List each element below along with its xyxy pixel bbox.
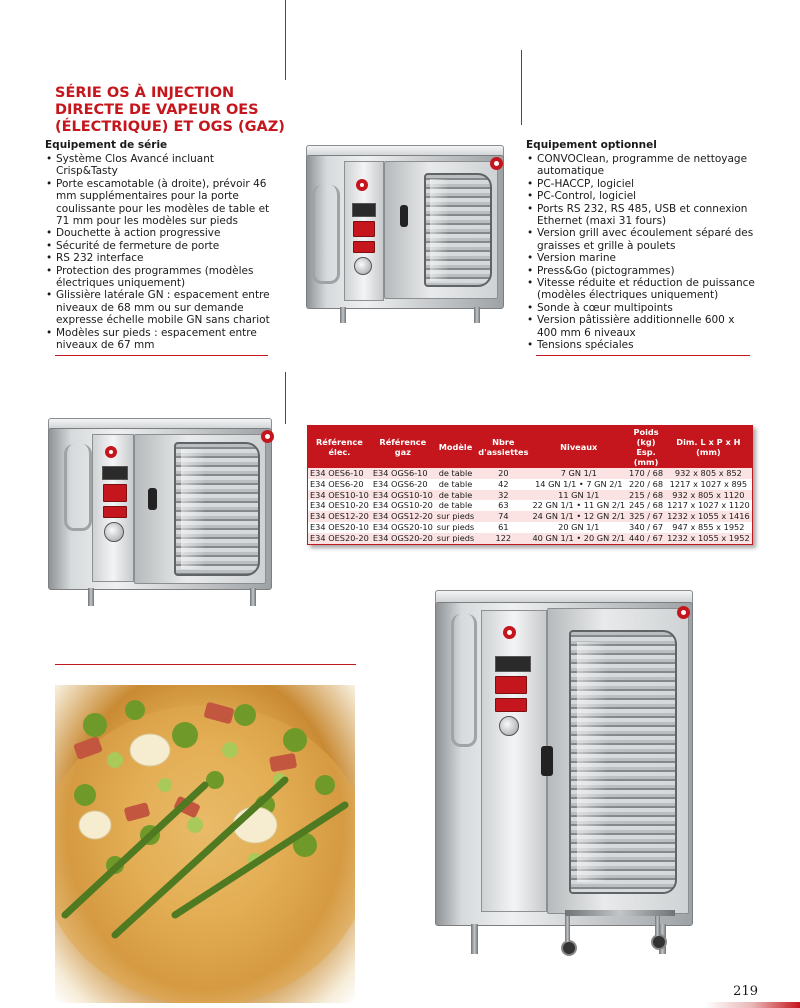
display [495, 656, 531, 672]
table-cell: 947 x 855 x 1952 [665, 522, 752, 533]
brand-logo-icon [356, 179, 368, 191]
list-item: • Douchette à action progressive [45, 227, 275, 239]
standard-equipment-list [45, 153, 275, 352]
column-header: Référence élec. [308, 426, 371, 469]
table-cell: de table [435, 490, 476, 501]
control-button-icon [103, 506, 127, 518]
table-cell: 24 GN 1/1 • 12 GN 2/1 [532, 511, 626, 522]
table-cell: 32 [476, 490, 530, 501]
list-item: • Version pâtissière additionnelle 600 x 400 mm 6 niveaux [526, 314, 756, 339]
column-header: Dim. L x P x H (mm) [665, 426, 752, 469]
countertop-oven-image [292, 145, 517, 325]
display [102, 466, 128, 480]
table-cell: 63 [476, 500, 530, 511]
list-item: • Porte escamotable (à droite), prévoir 46 mm supplémentaires pour la porte coulissante pour les modèles de table et 71 mm pour les modèles sur pieds [45, 178, 275, 228]
standard-equipment-heading: Equipement de série [45, 139, 168, 151]
table-cell: 14 GN 1/1 • 7 GN 2/1 [530, 479, 627, 490]
hand-shower-icon [64, 444, 92, 531]
column-rule [285, 0, 286, 80]
wheel-icon [651, 934, 667, 950]
table-cell: sur pieds [436, 521, 475, 532]
control-button-icon [353, 221, 375, 237]
table-cell: 932 x 805 x 1120 [665, 490, 752, 501]
column-header: Nbre d'assiettes [476, 426, 530, 469]
section-divider [55, 664, 356, 665]
list-item: • PC-HACCP, logiciel [526, 178, 756, 190]
hand-shower-icon [312, 185, 340, 284]
list-item: • RS 232 interface [45, 252, 275, 264]
oven-foot [88, 588, 94, 606]
section-divider [536, 355, 750, 356]
table-cell: sur pieds [436, 511, 475, 522]
control-knob-icon [499, 716, 519, 736]
table-cell: E34 OGS20-20 [372, 532, 433, 543]
list-item: • Tensions spéciales [526, 339, 756, 351]
table-cell: E34 OES10-20 [308, 500, 371, 511]
table-cell: E34 OGS10-10 [372, 489, 433, 500]
brand-logo-icon [503, 626, 516, 639]
column-header: Poids (kg) Esp. (mm) [627, 426, 665, 469]
wheel-icon [561, 940, 577, 956]
table-row [308, 479, 753, 490]
table-cell: 20 [476, 468, 530, 479]
table-cell: 325 / 67 [629, 511, 664, 522]
list-item: • Ports RS 232, RS 485, USB et connexion Ethernet (maxi 31 fours) [526, 203, 756, 228]
table-row [308, 500, 753, 511]
column-header: Référence gaz [371, 426, 435, 469]
table-cell: 220 / 68 [629, 478, 664, 489]
control-button-icon [103, 484, 127, 502]
control-button-icon [495, 698, 527, 712]
table-header-row [308, 426, 753, 469]
section-divider [55, 355, 268, 356]
table-cell: 932 x 805 x 852 [665, 468, 752, 479]
table-cell: E34 OGS10-20 [372, 500, 433, 511]
column-header: Niveaux [530, 426, 627, 469]
vegetable-dish-photo [55, 685, 355, 1003]
table-cell: 1217 x 1027 x 1120 [665, 500, 752, 511]
list-item: • Glissière latérale GN : espacement entre niveaux de 68 mm ou sur demande expresse échelle mobile GN sans chariot [45, 289, 275, 326]
door-handle-icon [400, 205, 408, 227]
table-cell: 74 [476, 511, 530, 522]
list-item: • Version grill avec écoulement séparé des graisses et grille à poulets [526, 227, 756, 252]
hand-shower-icon [451, 614, 477, 747]
list-item: • Version marine [526, 252, 756, 264]
control-button-icon [353, 241, 375, 253]
table-cell: E34 OES6-10 [308, 468, 371, 479]
brand-logo-icon [105, 446, 117, 458]
table-cell: E34 OGS12-20 [372, 511, 433, 522]
countertop-oven-image [48, 418, 278, 608]
list-item: • Système Clos Avancé incluant Crisp&Tasty [45, 153, 275, 178]
oven-foot [565, 916, 570, 942]
oven-window [424, 173, 492, 287]
table-cell: 440 / 67 [629, 532, 664, 543]
list-item: • Sonde à cœur multipoints [526, 302, 756, 314]
column-rule [285, 372, 286, 424]
control-button-icon [495, 676, 527, 694]
control-knob-icon [354, 257, 372, 275]
oven-foot [655, 916, 660, 936]
table-cell: 42 [476, 479, 530, 490]
table-cell: 1232 x 1055 x 1416 [665, 511, 752, 522]
list-item: • Press&Go (pictogrammes) [526, 265, 756, 277]
list-item: • Modèles sur pieds : espacement entre niveaux de 67 mm [45, 327, 275, 352]
brand-logo-icon [490, 157, 503, 170]
oven-window [569, 630, 677, 894]
table-cell: 340 / 67 [629, 521, 664, 532]
table-cell: 1217 x 1027 x 895 [665, 479, 752, 490]
table-row [308, 511, 753, 522]
table-cell: 22 GN 1/1 • 11 GN 2/1 [532, 500, 626, 511]
oven-window [174, 442, 260, 576]
list-item: • PC-Control, logiciel [526, 190, 756, 202]
table-cell: E34 OGS20-10 [372, 521, 433, 532]
page-title: SÉRIE OS À INJECTION DIRECTE DE VAPEUR OES (ÉLECTRIQUE) ET OGS (GAZ) [55, 85, 285, 135]
table-cell: de table [435, 500, 476, 511]
list-item: • Sécurité de fermeture de porte [45, 240, 275, 252]
door-handle-icon [148, 488, 157, 510]
specifications-table [307, 425, 753, 545]
list-item: • Vitesse réduite et réduction de puissance (modèles électriques uniquement) [526, 277, 756, 302]
brand-logo-icon [261, 430, 274, 443]
floor-standing-oven-image [415, 590, 705, 980]
table-row [308, 533, 753, 544]
display [352, 203, 376, 217]
standard-equipment [45, 139, 275, 352]
table-cell: 215 / 68 [629, 489, 664, 500]
table-cell: E34 OES20-20 [308, 533, 371, 544]
column-header: Modèle [435, 426, 476, 469]
table-cell: 11 GN 1/1 [530, 490, 627, 501]
list-item: • Protection des programmes (modèles électriques uniquement) [45, 265, 275, 290]
table-cell: E34 OES6-20 [308, 479, 371, 490]
optional-equipment-heading: Equipement optionnel [526, 139, 657, 151]
table-cell: 122 [476, 533, 530, 544]
table-cell: sur pieds [436, 532, 475, 543]
optional-equipment-list [526, 153, 756, 352]
column-rule [521, 50, 522, 125]
table-cell: 20 GN 1/1 [530, 522, 627, 533]
list-item: • CONVOClean, programme de nettoyage automatique [526, 153, 756, 178]
table-cell: E34 OGS6-10 [371, 468, 435, 479]
control-knob-icon [104, 522, 124, 542]
table-cell: 61 [476, 522, 530, 533]
table-cell: de table [435, 468, 476, 479]
table-cell: 1232 x 1055 x 1952 [665, 533, 752, 544]
oven-foot [474, 307, 480, 323]
table-cell: 245 / 68 [629, 500, 664, 511]
table-cell: E34 OES12-20 [308, 511, 371, 522]
oven-foot [250, 588, 256, 606]
table-cell: 40 GN 1/1 • 20 GN 2/1 [532, 532, 626, 543]
table-cell: E34 OES20-10 [308, 522, 371, 533]
table-cell: de table [435, 479, 476, 490]
table-row [308, 522, 753, 533]
page-number: 219 [733, 984, 758, 999]
door-handle-icon [541, 746, 553, 776]
food-illustration [55, 685, 355, 1003]
table-row [308, 468, 753, 479]
table-cell: 170 / 68 [629, 468, 664, 478]
optional-equipment [526, 139, 756, 352]
table-cell: 7 GN 1/1 [530, 468, 627, 479]
brand-logo-icon [677, 606, 690, 619]
table-row [308, 490, 753, 501]
oven-foot [471, 924, 478, 954]
table-cell: E34 OGS6-20 [371, 479, 435, 490]
page-number-bar [705, 1002, 800, 1008]
table-cell: E34 OES10-10 [308, 490, 371, 501]
oven-foot [340, 307, 346, 323]
